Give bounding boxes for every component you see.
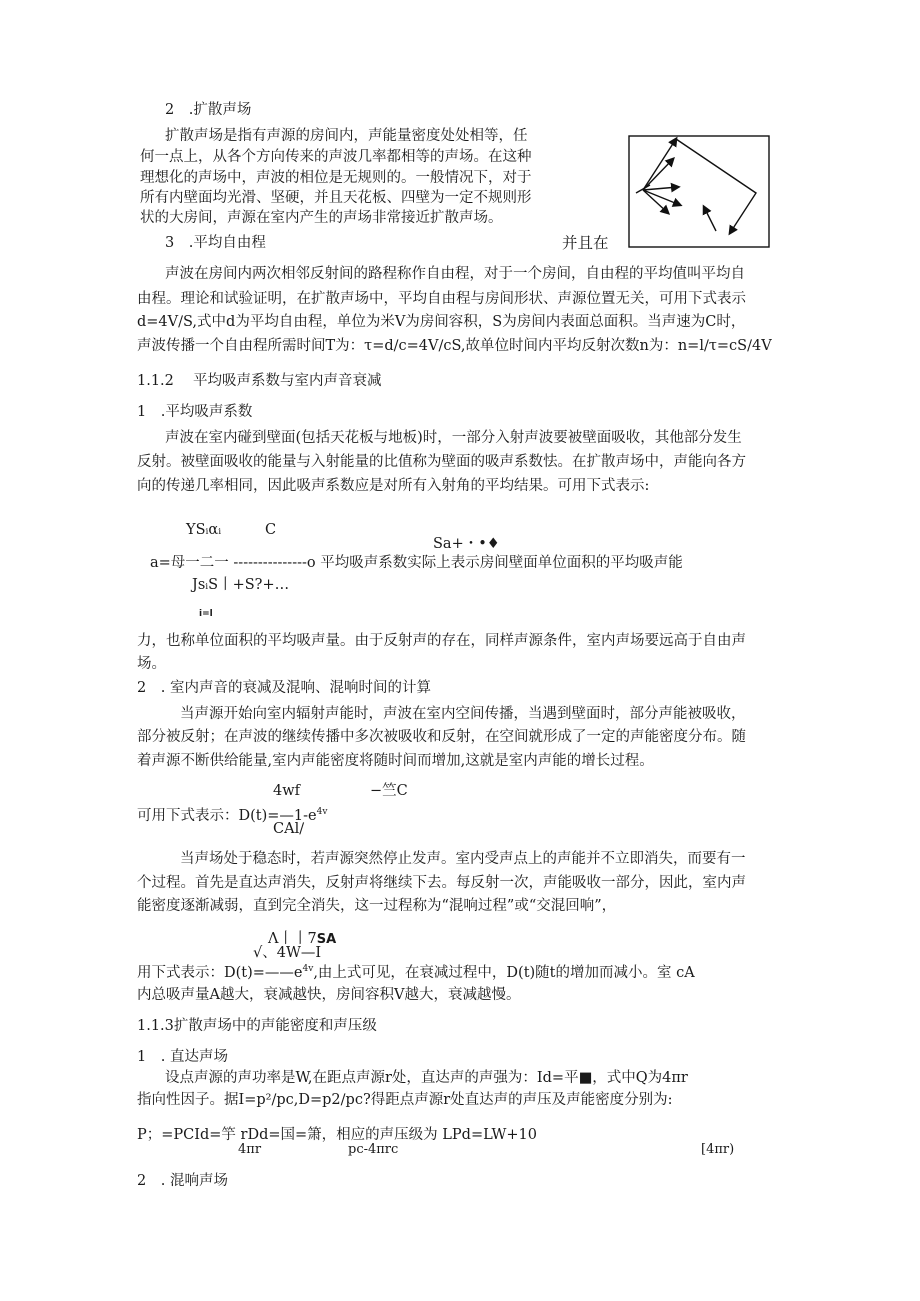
paragraph-line: d=4V∕S,式中d为平均自由程，单位为米V为房间容积，S为房间内表面总面积。当声速为C时， [137,314,746,330]
figure-caption: 并且在 [562,234,609,252]
paragraph-line: 力，也称单位面积的平均吸声量。由于反射声的存在，同样声源条件，室内声场要远高于自由声 [137,633,746,649]
paragraph-line: 状的大房间，声源在室内产生的声场非常接近扩散声场。 [140,210,503,226]
paragraph-line: 着声源不断供给能量,室内声能密度将随时间而增加,这就是室内声能的增长过程。 [137,753,654,769]
formula-term: C [265,522,277,538]
paragraph-line: 反射。被壁面吸收的能量与入射能量的比值称为壁面的吸声系数怯。在扩散声场中，声能向各方 [137,454,746,470]
paragraph-line: 由程。理论和试验证明，在扩散声场中，平均自由程与房间形状、声源位置无关，可用下式表示 [137,291,746,307]
room-outline [629,136,769,247]
paragraph-line: 声波在房间内两次相邻反射间的路程称作自由程，对于一个房间，自由程的平均值叫平均自 [165,266,745,282]
formula-direct-pressure: P；=PCId=竽 rDd=国=箫，相应的声压级为 LPd=LW+10 [137,1127,537,1143]
paragraph-line: 指向性因子。据I=p²∕pc,D=p2∕pc?得距点声源r处直达声的声压及声能密度分别为: [137,1092,673,1108]
paragraph-line: 声波在室内碰到壁面(包括天花板与地板)时，一部分入射声波要被壁面吸收，其他部分发生 [165,430,742,446]
formula-denominator: JsᵢS丨+S?+… [192,577,290,593]
paragraph-line: 个过程。首先是直达声消失，反射声将继续下去。每反射一次，声能吸收一部分，因此，室内声 [137,875,746,891]
paragraph-line: 内总吸声量A越大，衰减越快，房间容积V越大，衰减越慢。 [137,987,521,1003]
formula-term: CAl∕ [273,821,305,837]
sound-reflection-diagram [628,135,770,248]
subsection-heading-decay: 2 . 室内声音的衰减及混响、混响时间的计算 [137,680,431,696]
formula-numerator: YSᵢαᵢ [186,522,222,538]
formula-term: 4πr [238,1142,262,1157]
section-heading-diffuse-field: 2 .扩散声场 [165,102,252,118]
section-heading-mean-free-path: 3 .平均自由程 [165,235,266,251]
formula-absorption-coefficient: a=母一二一 ---------------o 平均吸声系数实际上表示房间壁面单位面积的平均吸声能 [150,555,683,571]
formula-subscript: i=l [199,609,213,619]
paragraph-line: 当声场处于稳态时，若声源突然停止发声。室内受声点上的声能并不立即消失，而要有一 [180,851,746,867]
formula-term: √、4W—I [253,945,322,961]
formula-term: Λ丨丨7SA [268,931,337,947]
section-heading-1-1-3: 1.1.3扩散声场中的声能密度和声压级 [137,1018,377,1034]
paragraph-line: 声波传播一个自由程所需时间T为：τ=d∕c=4V∕cS,故单位时间内平均反射次数n为：n=l∕τ=cS∕4V [137,338,772,354]
paragraph-line: 何一点上，从各个方向传来的声波几率都相等的声场。在这种 [140,149,532,165]
paragraph-line: 向的传递几率相同，因此吸声系数应是对所有入射角的平均结果。可用下式表示: [137,478,650,494]
paragraph-line: 理想化的声场中，声波的相位是无规则的。一般情况下，对于 [140,170,532,186]
section-heading-1-1-2: 1.1.2 平均吸声系数与室内声音衰减 [137,373,382,389]
formula-term: −竺C [370,783,408,799]
formula-term: Sa+・•♦ [433,536,500,552]
subsection-heading-direct-field: 1 . 直达声场 [137,1049,228,1065]
paragraph-line: 扩散声场是指有声源的房间内，声能量密度处处相等，任 [165,128,528,144]
paragraph-line: 设点声源的声功率是W,在距点声源r处，直达声的声强为：Id=平■，式中Q为4πr [165,1070,688,1086]
formula-term: [4πr) [701,1142,735,1157]
formula-term: 4wf [273,783,301,799]
formula-term: pc-4πrc [348,1142,399,1157]
paragraph-line: 能密度逐渐减弱，直到完全消失，这一过程称为“混响过程”或“交混回响”， [137,898,617,914]
paragraph-line: 部分被反射；在声波的继续传播中多次被吸收和反射，在空间就形成了一定的声能密度分布。随 [137,729,746,745]
subsection-heading-reverberant-field: 2 . 混响声场 [137,1173,228,1189]
paragraph-line: 当声源开始向室内辐射声能时，声波在室内空间传播，当遇到壁面时，部分声能被吸收， [180,706,746,722]
paragraph-line: 场。 [137,656,166,672]
formula-decay: 用下式表示：$D(t)=——e^{4v}$,由上式可见，在衰减过程中，D(t)随t的增加而减小。室 cA [137,964,695,981]
formula-growth: 可用下式表示：$D(t)=—1-e^{4v}$ [137,807,328,824]
paragraph-line: 所有内壁面均光滑、坚硬，并且天花板、四壁为一定不规则形 [140,190,532,206]
subsection-heading-absorption: 1 .平均吸声系数 [137,404,253,420]
